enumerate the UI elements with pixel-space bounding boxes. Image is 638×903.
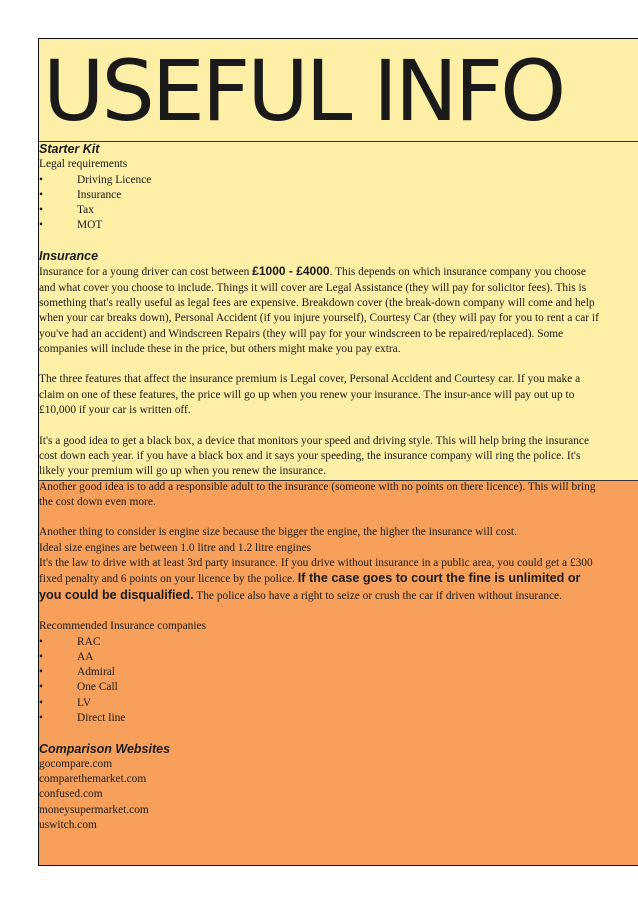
list-item: • Tax	[39, 203, 599, 218]
recommended-companies-label: Recommended Insurance companies	[39, 620, 206, 633]
list-item: • RAC	[39, 635, 599, 650]
list-item: • Direct line	[39, 711, 599, 726]
insurance-paragraph-black-box: It's a good idea to get a black box, a device that monitors your speed and driving style. This will help bring the insurance cost down each year. if you have a black box and it says your speeding, the insurance company will ring the police. It's likely your premium will go up when you renew the insurance.	[39, 434, 590, 478]
list-item: • One Call	[39, 680, 599, 695]
insurance-paragraph-responsible-adult: Another good idea is to add a responsible adult to the insurance (someone with no points on there licence). This will bring the cost down even more.	[39, 480, 596, 508]
list-item: • LV	[39, 696, 599, 711]
list-item: • Admiral	[39, 665, 599, 680]
insurance-paragraph-premium: The three features that affect the insurance premium is Legal cover, Personal Accident and Courtesy car. If you make a claim on one of these features, the price will go up when you renew your insurance. The insur-ance will pay out up to £10,000 if your car is written off.	[39, 373, 581, 417]
recommended-companies-list	[39, 635, 599, 727]
page-content	[39, 39, 638, 865]
comparison-websites-heading: Comparison Websites	[39, 741, 171, 756]
page-title: USEFUL INFO	[43, 42, 564, 140]
legal-requirements-list	[39, 173, 599, 234]
legal-requirements-label: Legal requirements	[39, 158, 128, 171]
website-item: comparethemarket.com	[39, 773, 147, 786]
website-item: gocompare.com	[39, 757, 113, 770]
ideal-engine-line: Ideal size engines are between 1.0 litre and 1.2 litre engines	[39, 541, 312, 554]
body-text	[39, 142, 599, 833]
insurance-heading: Insurance	[39, 249, 99, 264]
insurance-cost-range: £1000 - £4000	[252, 264, 330, 279]
document-page	[38, 38, 638, 866]
list-item: • MOT	[39, 218, 599, 233]
website-item: confused.com	[39, 788, 103, 801]
list-item: • Driving Licence	[39, 173, 599, 188]
starter-kit-heading: Starter Kit	[39, 142, 100, 156]
list-item: • Insurance	[39, 188, 599, 203]
insurance-law-paragraph: It's the law to drive with at least 3rd party insurance. If you drive without insurance in a public area, you could get a £300 fixed penalty and 6 points on your licence by the police. If the case goes to court the fine is unlimited or you could be disqualified. The police also have a right to seize or crush the car if driven without insurance.	[39, 557, 593, 602]
insurance-paragraph-cost: Insurance for a young driver can cost between £1000 - £4000. This depends on which insurance company you choose and what cover you choose to include. Things it will cover are Legal Assistance (they will pay for solicitor fees). This is something that's really useful as legal fees are expensive. Breakdown cover (the break-down company will come and help when your car breaks down), Personal Accident (if you injure yourself), Courtesy Car (they will pay for you to rent a car if you've had an accident) and Windscreen Repairs (they will pay for your windscreen to be repaired/replaced). Some companies will include these in the price, but others might make you pay extra.	[39, 264, 599, 355]
website-item: uswitch.com	[39, 819, 97, 832]
penalty-warning: If the case goes to court the fine is unlimited or you could be disqualified.	[39, 571, 581, 602]
list-item: • AA	[39, 650, 599, 665]
website-item: moneysupermarket.com	[39, 803, 149, 816]
engine-size-line: Another thing to consider is engine size because the bigger the engine, the higher the insurance will cost.	[39, 526, 517, 539]
